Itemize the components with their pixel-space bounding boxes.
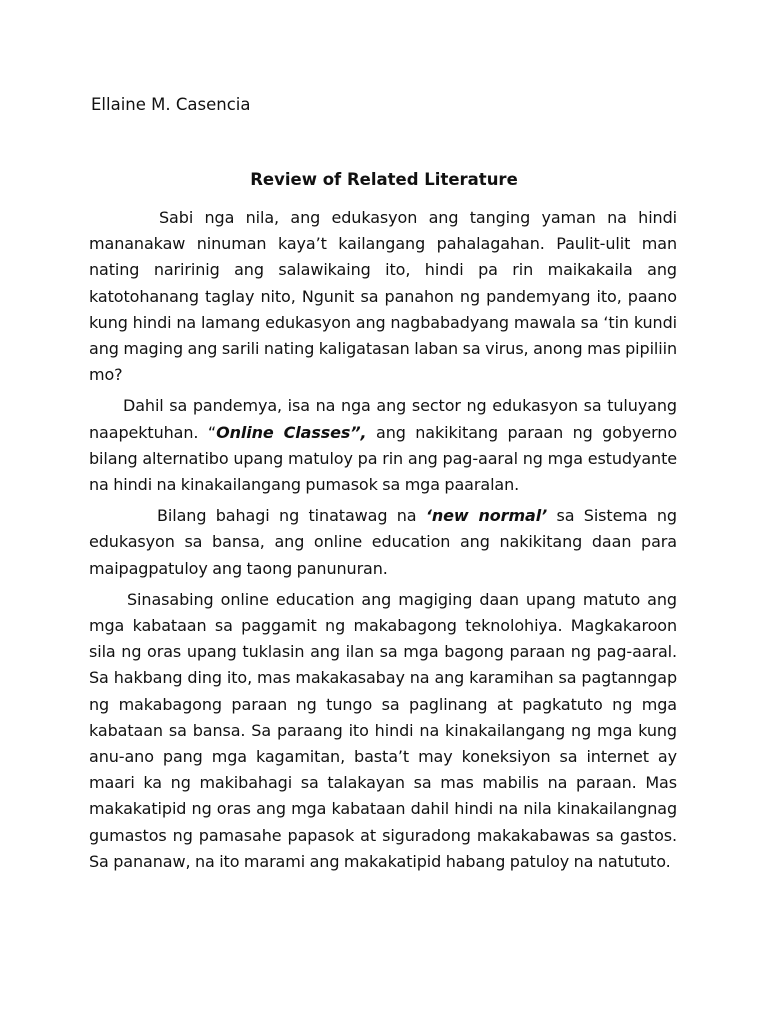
document-title: Review of Related Literature bbox=[250, 170, 518, 189]
author-name: Ellaine M. Casencia bbox=[91, 95, 251, 114]
paragraph-3-text-before: Bilang bahagi ng tinatawag na bbox=[157, 506, 426, 526]
paragraph-3 bbox=[89, 503, 677, 582]
paragraph-3-text-after: sa Sistema ng edukasyon sa bansa, ang online education ang nakikitang daan para maipagpatuloy ang taong panunuran. bbox=[89, 506, 677, 578]
paragraph-4: Sinasabing online education ang magiging daan upang matuto ang mga kabataan sa paggamit ng makabagong teknolohiya. Magkakaroon sila ng oras upang tuklasin ang ilan sa mga bagong paraan ng pag-aaral. Sa hakbang ding ito, mas makakasabay na ang karamihan sa pagtanngap ng makabagong paraan ng tungo sa paglinang at pagkatuto ng mga kabataan sa bansa. Sa paraang ito hindi na kinakailangang ng mga kung anu-ano pang mga kagamitan, basta’t may koneksiyon sa internet ay maari ka ng makibahagi sa talakayan sa mas mabilis na paraan. Mas makakatipid ng oras ang mga kabataan dahil hindi na nila kinakailangnag gumastos ng pamasahe papasok at siguradong makakabawas sa gastos. Sa pananaw, na ito marami ang makakatipid habang patuloy na natututo. bbox=[89, 589, 677, 871]
paragraph-2-text-after: ang nakikitang paraan ng gobyerno bilang alternatibo upang matuloy pa rin ang pag-aaral ng mga estudyante na hindi na kinakailangang pumasok sa mga paaralan. bbox=[89, 422, 678, 495]
paragraph-3-emphasis: ‘new normal’ bbox=[425, 506, 548, 526]
paragraph-2 bbox=[89, 393, 677, 498]
paragraph-2-text-before: Dahil sa pandemya, isa na nga ang sector ng edukasyon sa tuluyang naapektuhan. “ bbox=[89, 396, 677, 442]
paragraph-2-emphasis: Online Classes”, bbox=[216, 422, 367, 442]
paragraph-1: Sabi nga nila, ang edukasyon ang tanging yaman na hindi mananakaw ninuman kaya’t kailangang pahalagahan. Paulit-ulit man nating naririnig ang salawikaing ito, hindi pa rin maikakaila ang katotohanang taglay nito, Ngunit sa panahon ng pandemyang ito, paano kung hindi na lamang edukasyon ang nagbabadyang mawala sa ‘tin kundi ang maging ang sarili nating kaligatasan laban sa virus, anong mas pipiliin mo? bbox=[89, 208, 677, 385]
document-body bbox=[89, 205, 677, 875]
